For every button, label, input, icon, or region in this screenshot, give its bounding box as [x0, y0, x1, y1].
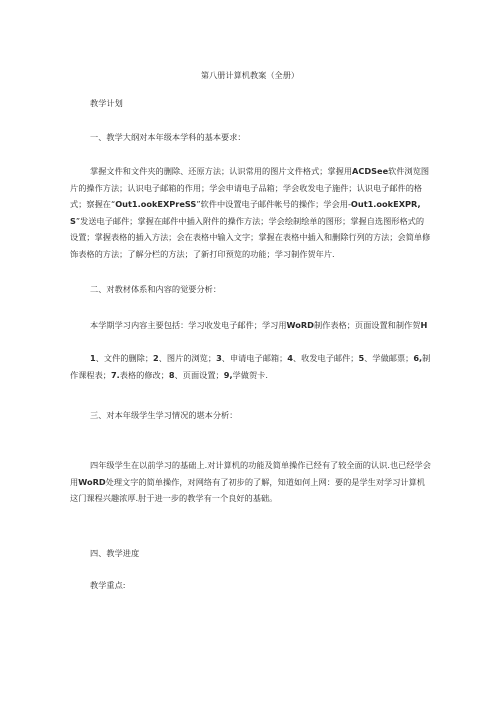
text-run: 软件浏览图片的操作方法；认识电子邮箱的作用；学会申请电子品箱；学会收发电子施件；认识电子邮件的格式；察握在“: [70, 166, 430, 210]
bold-text-run: Out1.ookEXPreSS: [115, 199, 197, 210]
text-run: ”软件中设置电子邮件帐号的操作；学会用-: [196, 199, 351, 210]
text-run: 表格的修改；: [119, 369, 169, 380]
text-run: 学做贺卡.: [232, 369, 268, 380]
bold-text-run: WoRD: [78, 476, 106, 487]
section3-heading: 三、对本年级学生学习情况的堪本分析：: [90, 410, 238, 420]
text-run: 制作课程表；: [70, 353, 431, 380]
text-run: 四年级学生在以前学习的基础上.对计算机的功能及简单操作已经有了较全面的认识.也已经学会用: [70, 460, 431, 487]
bold-text-run: WoRD: [286, 320, 314, 330]
text-run: 制作表格；页面设置和制作贺: [313, 320, 421, 330]
heading-teaching-focus: 教学重点:: [90, 580, 126, 590]
section1-paragraph: [70, 163, 432, 263]
section3-paragraph: [70, 457, 432, 507]
document-title: 第八册计算机教案（全册）: [200, 70, 300, 80]
text-run: 、文件的删除；: [95, 353, 154, 363]
text-run: 处理文字的简单操作，对网络有了初步的了解，知道如何上网：要的是学生对学习计算机这门课程兴趣浓厚.肘于进一步的教学有一个良好的基础。: [70, 476, 425, 504]
text-run: 、学做邮票；: [364, 353, 414, 363]
section2-paragraph: [70, 317, 432, 334]
text-run: ”发送电子邮件；掌握在邮件中插入附件的操作方法；学会绘制绘单的图形；掌握自选图形格式的设置；掌握表格的插入方法；会在表格中输入文字；掌握在表格中插入和删除行列的方法；会简单修饰表格的方法；了解分栏的方法；了新打印预览的功能；学习制作贺年片.: [70, 215, 431, 259]
bold-text-run: H: [420, 320, 428, 330]
bold-text-run: 3: [216, 353, 222, 363]
bold-text-run: 4: [287, 353, 293, 363]
section4-heading: 四、教学进度: [90, 548, 140, 558]
bold-text-run: 7.: [110, 369, 120, 380]
section1-heading: 一、教学大纲对本年级本学科的基本要求：: [90, 132, 246, 142]
heading-teaching-plan: 教学计划: [90, 98, 123, 108]
text-run: 、图片的浏览；: [158, 353, 217, 363]
bold-text-run: 8: [168, 369, 175, 380]
bold-text-run: Out1.ookEXPR,S: [70, 199, 421, 226]
text-run: 、页面设置；: [174, 369, 224, 380]
bold-text-run: 2: [153, 353, 159, 363]
text-run: 本学期学习内容主要包括：学习收发电子邮件；学习用: [90, 320, 287, 330]
bold-text-run: ACDSee: [352, 166, 389, 176]
text-run: 、收发电子邮件；: [292, 353, 359, 363]
bold-text-run: 1: [90, 353, 96, 363]
section2-heading: 二、对教材体系和内容的觉要分析：: [90, 284, 222, 294]
bold-text-run: 9,: [223, 369, 233, 380]
bold-text-run: 5: [358, 353, 365, 363]
text-run: 掌握文件和文件夹的删除、还原方法；认识常用的图片文件格式；掌握用: [90, 166, 353, 176]
text-run: 、申请电子邮箱；: [221, 353, 288, 363]
section2-topic-list: [70, 350, 432, 383]
bold-text-run: 6,: [413, 353, 423, 363]
